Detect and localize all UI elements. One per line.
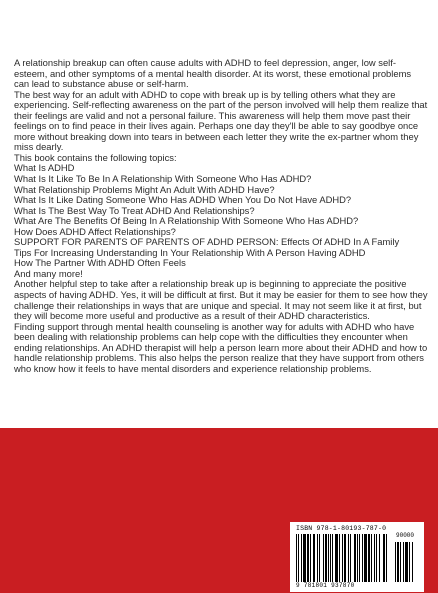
price-code: 90000 bbox=[396, 532, 415, 539]
topic-item: What Is The Best Way To Treat ADHD And Relationships? bbox=[14, 204, 255, 216]
topics-more: And many more! bbox=[14, 267, 83, 279]
topic-item: SUPPORT FOR PARENTS OF PARENTS OF ADHD PERSON: Effects Of ADHD In A Family bbox=[14, 236, 400, 248]
topic-item: How Does ADHD Affect Relationships? bbox=[14, 225, 176, 237]
topic-item: Tips For Increasing Understanding In Your Relationship With A Person Having ADHD bbox=[14, 246, 366, 258]
description-text bbox=[14, 58, 428, 374]
topic-item: How The Partner With ADHD Often Feels bbox=[14, 257, 186, 269]
topic-item: What Relationship Problems Might An Adult With ADHD Have? bbox=[14, 183, 275, 195]
topic-item: What Is ADHD bbox=[14, 162, 75, 174]
barcode-box bbox=[290, 522, 424, 592]
paragraph-positive: Another helpful step to take after a relationship break up is beginning to appreciate the positive aspects of having ADHD. Yes, it will be difficult at first. But it may be easier for them to see how they challenge their relationships in ways that are unique and special. It may not seem like it at first, but they will become more useful and productive as a result of their ADHD characteristics. bbox=[14, 278, 428, 322]
topic-item: What Is It Like Dating Someone Who Has ADHD When You Do Not Have ADHD? bbox=[14, 194, 352, 206]
ean-number: 9 781801 937870 bbox=[296, 582, 355, 589]
topics-heading: This book contains the following topics: bbox=[14, 151, 177, 163]
price-barcode bbox=[395, 542, 417, 582]
paragraph-coping: The best way for an adult with ADHD to cope with break up is by telling others what they are experiencing. Self-reflecting awareness on the part of the person involved will help them realize that their feelings are valid and not a personal failure. This awareness will help them move past their feelings on to find peace in their lives again. Perhaps one day they'll be able to say goodbye once more without breaking down into tears in between each letter they write the ex-partner whom they miss dearly. bbox=[14, 88, 428, 153]
paragraph-counseling: Finding support through mental health counseling is another way for adults with ADHD who have been dealing with relationship problems can help cope with the difficulties they encounter when ending relationships. An ADHD therapist will help a person learn more about their ADHD and how to handle relationship problems. This also helps the person realize that they have support from others who know how it feels to have mental disorders and experience relationship problems. bbox=[14, 320, 428, 374]
paragraph-intro: A relationship breakup can often cause adults with ADHD to feel depression, anger, low self-esteem, and other symptoms of a mental health disorder. At its worst, these emotional problems can lead to substance abuse or self-harm. bbox=[14, 57, 412, 90]
topic-item: What Are The Benefits Of Being In A Relationship With Someone Who Has ADHD? bbox=[14, 215, 359, 227]
isbn-text: ISBN 978-1-80193-787-0 bbox=[296, 525, 387, 532]
ean-barcode bbox=[296, 534, 392, 582]
topic-item: What Is It Like To Be In A Relationship With Someone Who Has ADHD? bbox=[14, 173, 312, 185]
